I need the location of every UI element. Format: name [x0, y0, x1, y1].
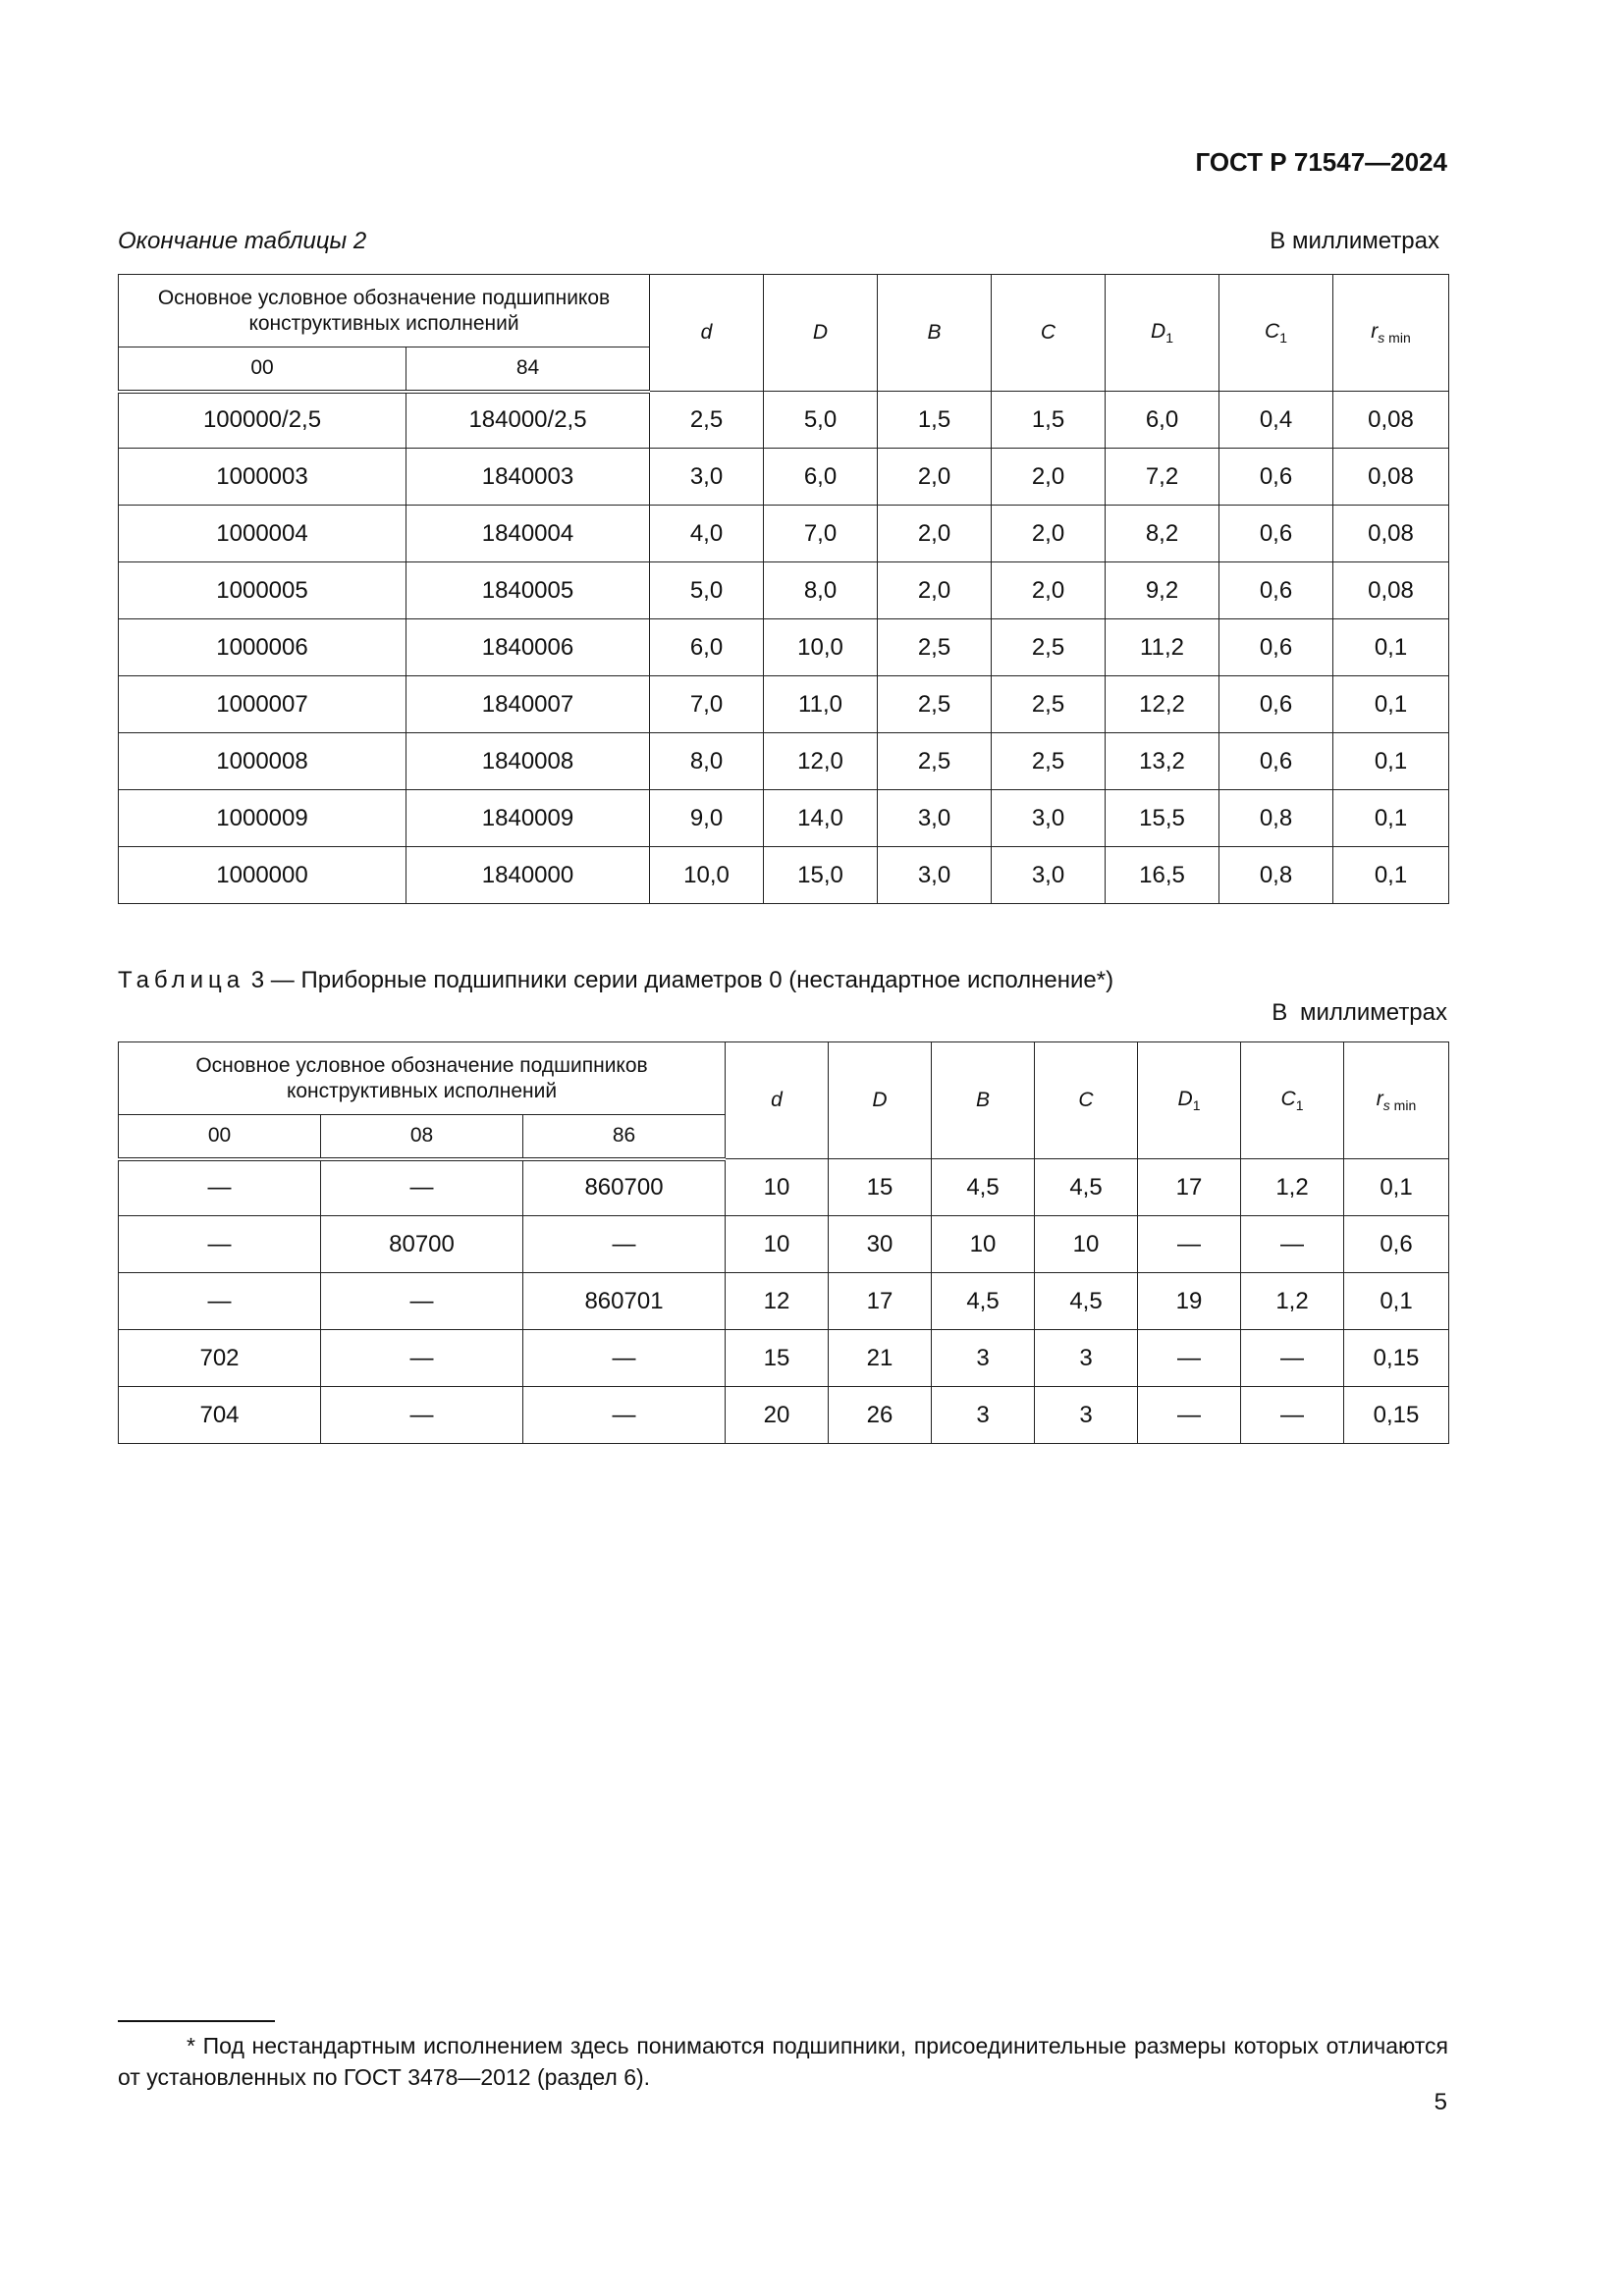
table-cell: 0,6: [1219, 449, 1333, 506]
table-cell: —: [321, 1273, 523, 1330]
table-cell: 19: [1138, 1273, 1241, 1330]
table-cell: 704: [119, 1387, 321, 1444]
table3-subheader-08: 08: [321, 1115, 523, 1159]
table-row: [119, 1273, 1449, 1330]
table-cell: —: [523, 1330, 726, 1387]
table-cell: 10,0: [650, 847, 764, 904]
table-cell: 1000006: [119, 619, 406, 676]
table-cell: 1840004: [406, 506, 650, 562]
table-cell: 0,15: [1344, 1330, 1449, 1387]
table-cell: 0,6: [1219, 733, 1333, 790]
table-cell: 0,1: [1333, 790, 1449, 847]
table-cell: —: [119, 1159, 321, 1216]
table-cell: 1840003: [406, 449, 650, 506]
table-cell: 3,0: [878, 790, 992, 847]
table-cell: 860701: [523, 1273, 726, 1330]
table-cell: 0,6: [1219, 562, 1333, 619]
page-number: 5: [1434, 2089, 1447, 2115]
table-cell: —: [1241, 1216, 1344, 1273]
table-cell: —: [321, 1330, 523, 1387]
table-cell: 10: [726, 1216, 829, 1273]
table2: [118, 274, 1449, 904]
table-cell: 7,0: [764, 506, 878, 562]
table-cell: 30: [829, 1216, 932, 1273]
table-cell: 15: [726, 1330, 829, 1387]
table-cell: 0,1: [1333, 676, 1449, 733]
table3-col-rs-min: $r_{s min}$: [1344, 1042, 1449, 1159]
table-row: [119, 1159, 1449, 1216]
table-cell: 0,1: [1333, 619, 1449, 676]
table-cell: 0,6: [1344, 1216, 1449, 1273]
table-cell: 21: [829, 1330, 932, 1387]
table-cell: 1840008: [406, 733, 650, 790]
table-cell: —: [1241, 1387, 1344, 1444]
table-cell: 0,8: [1219, 790, 1333, 847]
table-cell: —: [119, 1216, 321, 1273]
table-cell: 12,2: [1106, 676, 1219, 733]
table-cell: 7,0: [650, 676, 764, 733]
table-cell: 3,0: [992, 790, 1106, 847]
table-cell: 702: [119, 1330, 321, 1387]
table-cell: 8,0: [764, 562, 878, 619]
table3-col-D: D: [829, 1042, 932, 1159]
table-cell: 0,1: [1344, 1159, 1449, 1216]
table-row: [119, 1387, 1449, 1444]
table-cell: 15,5: [1106, 790, 1219, 847]
table-cell: —: [119, 1273, 321, 1330]
table-cell: 10,0: [764, 619, 878, 676]
table3: [118, 1041, 1449, 1444]
table-cell: 1840006: [406, 619, 650, 676]
table-row: [119, 733, 1449, 790]
document-code: ГОСТ Р 71547—2024: [1195, 147, 1447, 177]
table-cell: —: [523, 1216, 726, 1273]
table-cell: 10: [726, 1159, 829, 1216]
table-cell: 5,0: [764, 392, 878, 449]
table-cell: 0,08: [1333, 506, 1449, 562]
table-cell: 3: [932, 1330, 1035, 1387]
table-cell: —: [1138, 1216, 1241, 1273]
table-cell: 4,5: [1035, 1273, 1138, 1330]
table-cell: 1840005: [406, 562, 650, 619]
table-cell: 4,5: [932, 1159, 1035, 1216]
table3-subheader-86: 86: [523, 1115, 726, 1159]
table3-group-header: Основное условное обозначение подшипников конструктивных исполнений: [119, 1042, 726, 1115]
table-cell: 0,1: [1333, 847, 1449, 904]
table-cell: 1,2: [1241, 1273, 1344, 1330]
table-cell: —: [523, 1387, 726, 1444]
table-row: [119, 847, 1449, 904]
table-cell: 17: [1138, 1159, 1241, 1216]
table-cell: 26: [829, 1387, 932, 1444]
table2-caption: Окончание таблицы 2: [118, 228, 367, 254]
table-cell: 0,1: [1333, 733, 1449, 790]
table3-col-D1: $D_1$: [1138, 1042, 1241, 1159]
table-row: [119, 1330, 1449, 1387]
table-cell: 2,0: [878, 449, 992, 506]
table-cell: 0,6: [1219, 619, 1333, 676]
table2-col-rs-min: $r_{s min}$: [1333, 275, 1449, 392]
table-cell: 3: [1035, 1330, 1138, 1387]
table3-units: В миллиметрах: [1272, 999, 1447, 1026]
table-cell: 12: [726, 1273, 829, 1330]
table-cell: 1000003: [119, 449, 406, 506]
table2-subheader-84: 84: [406, 347, 650, 392]
table-cell: 8,2: [1106, 506, 1219, 562]
table-cell: 1000008: [119, 733, 406, 790]
table-cell: 1000004: [119, 506, 406, 562]
table-cell: 0,08: [1333, 449, 1449, 506]
table-cell: 2,5: [878, 619, 992, 676]
table-cell: 0,8: [1219, 847, 1333, 904]
table-cell: 80700: [321, 1216, 523, 1273]
table-cell: 7,2: [1106, 449, 1219, 506]
table2-col-D1: $D_1$: [1106, 275, 1219, 392]
table-cell: 15: [829, 1159, 932, 1216]
table-row: [119, 676, 1449, 733]
table-cell: 3,0: [992, 847, 1106, 904]
table-cell: 0,6: [1219, 506, 1333, 562]
table-cell: 11,2: [1106, 619, 1219, 676]
table-row: [119, 1216, 1449, 1273]
table2-col-C1: $C_1$: [1219, 275, 1333, 392]
table-cell: 0,08: [1333, 562, 1449, 619]
table-cell: 100000/2,5: [119, 392, 406, 449]
table-cell: 1840000: [406, 847, 650, 904]
table3-col-C: C: [1035, 1042, 1138, 1159]
table-cell: 1000007: [119, 676, 406, 733]
table-cell: 184000/2,5: [406, 392, 650, 449]
table-cell: 1,5: [992, 392, 1106, 449]
table-cell: 0,15: [1344, 1387, 1449, 1444]
table-cell: 9,0: [650, 790, 764, 847]
table3-subheader-00: 00: [119, 1115, 321, 1159]
table-cell: 16,5: [1106, 847, 1219, 904]
table-cell: 10: [932, 1216, 1035, 1273]
table-cell: 12,0: [764, 733, 878, 790]
table-cell: 1,2: [1241, 1159, 1344, 1216]
table-cell: 3,0: [878, 847, 992, 904]
table-cell: 1840009: [406, 790, 650, 847]
table-cell: 2,5: [878, 733, 992, 790]
table3-body: [119, 1159, 1449, 1444]
table-cell: 2,0: [992, 449, 1106, 506]
table-cell: 2,5: [878, 676, 992, 733]
table-cell: 15,0: [764, 847, 878, 904]
table-cell: 0,6: [1219, 676, 1333, 733]
table-cell: —: [1241, 1330, 1344, 1387]
table-cell: 8,0: [650, 733, 764, 790]
table-cell: 13,2: [1106, 733, 1219, 790]
table2-col-C: C: [992, 275, 1106, 392]
table3-col-B: B: [932, 1042, 1035, 1159]
table2-units: В миллиметрах: [1270, 228, 1439, 254]
table-cell: 11,0: [764, 676, 878, 733]
table-cell: 860700: [523, 1159, 726, 1216]
table-cell: 1000009: [119, 790, 406, 847]
table-cell: 4,5: [1035, 1159, 1138, 1216]
table-row: [119, 392, 1449, 449]
table-cell: 2,5: [992, 676, 1106, 733]
table-cell: 3,0: [650, 449, 764, 506]
table-cell: 1840007: [406, 676, 650, 733]
table-cell: 6,0: [1106, 392, 1219, 449]
table3-title: Таблица 3 — Приборные подшипники серии диаметров 0 (нестандартное исполнение*): [118, 967, 1114, 993]
table2-col-d: d: [650, 275, 764, 392]
table-cell: 5,0: [650, 562, 764, 619]
table3-col-d: d: [726, 1042, 829, 1159]
table-cell: 2,0: [878, 506, 992, 562]
table-cell: 4,5: [932, 1273, 1035, 1330]
table-row: [119, 562, 1449, 619]
table-cell: 1000000: [119, 847, 406, 904]
table-row: [119, 506, 1449, 562]
table2-col-B: B: [878, 275, 992, 392]
table-cell: 9,2: [1106, 562, 1219, 619]
table-cell: —: [1138, 1330, 1241, 1387]
table-cell: 0,1: [1344, 1273, 1449, 1330]
table-cell: 3: [932, 1387, 1035, 1444]
table-row: [119, 449, 1449, 506]
table3-col-C1: $C_1$: [1241, 1042, 1344, 1159]
table-cell: 2,5: [650, 392, 764, 449]
table-cell: 14,0: [764, 790, 878, 847]
table-cell: 20: [726, 1387, 829, 1444]
table2-body: [119, 392, 1449, 904]
table-cell: —: [321, 1159, 523, 1216]
table-cell: 1,5: [878, 392, 992, 449]
table-cell: 2,0: [992, 562, 1106, 619]
table-cell: 10: [1035, 1216, 1138, 1273]
table-cell: 2,0: [992, 506, 1106, 562]
table-cell: 4,0: [650, 506, 764, 562]
table-cell: 2,5: [992, 733, 1106, 790]
table-cell: 2,0: [878, 562, 992, 619]
table-cell: 17: [829, 1273, 932, 1330]
table-cell: 1000005: [119, 562, 406, 619]
table2-group-header: Основное условное обозначение подшипников конструктивных исполнений: [119, 275, 650, 347]
table-row: [119, 619, 1449, 676]
table-cell: —: [321, 1387, 523, 1444]
table-row: [119, 790, 1449, 847]
table-cell: 0,4: [1219, 392, 1333, 449]
table-cell: 3: [1035, 1387, 1138, 1444]
table-cell: —: [1138, 1387, 1241, 1444]
footnote: * Под нестандартным исполнением здесь понимаются подшипники, присоединительные размеры которых отличаются от установленных по ГОСТ 3478—2012 (раздел 6).: [118, 2033, 1448, 2090]
table-cell: 6,0: [650, 619, 764, 676]
table2-col-D: D: [764, 275, 878, 392]
table-cell: 0,08: [1333, 392, 1449, 449]
table-cell: 6,0: [764, 449, 878, 506]
table2-subheader-00: 00: [119, 347, 406, 392]
footnote-separator: [118, 2020, 275, 2022]
table-cell: 2,5: [992, 619, 1106, 676]
